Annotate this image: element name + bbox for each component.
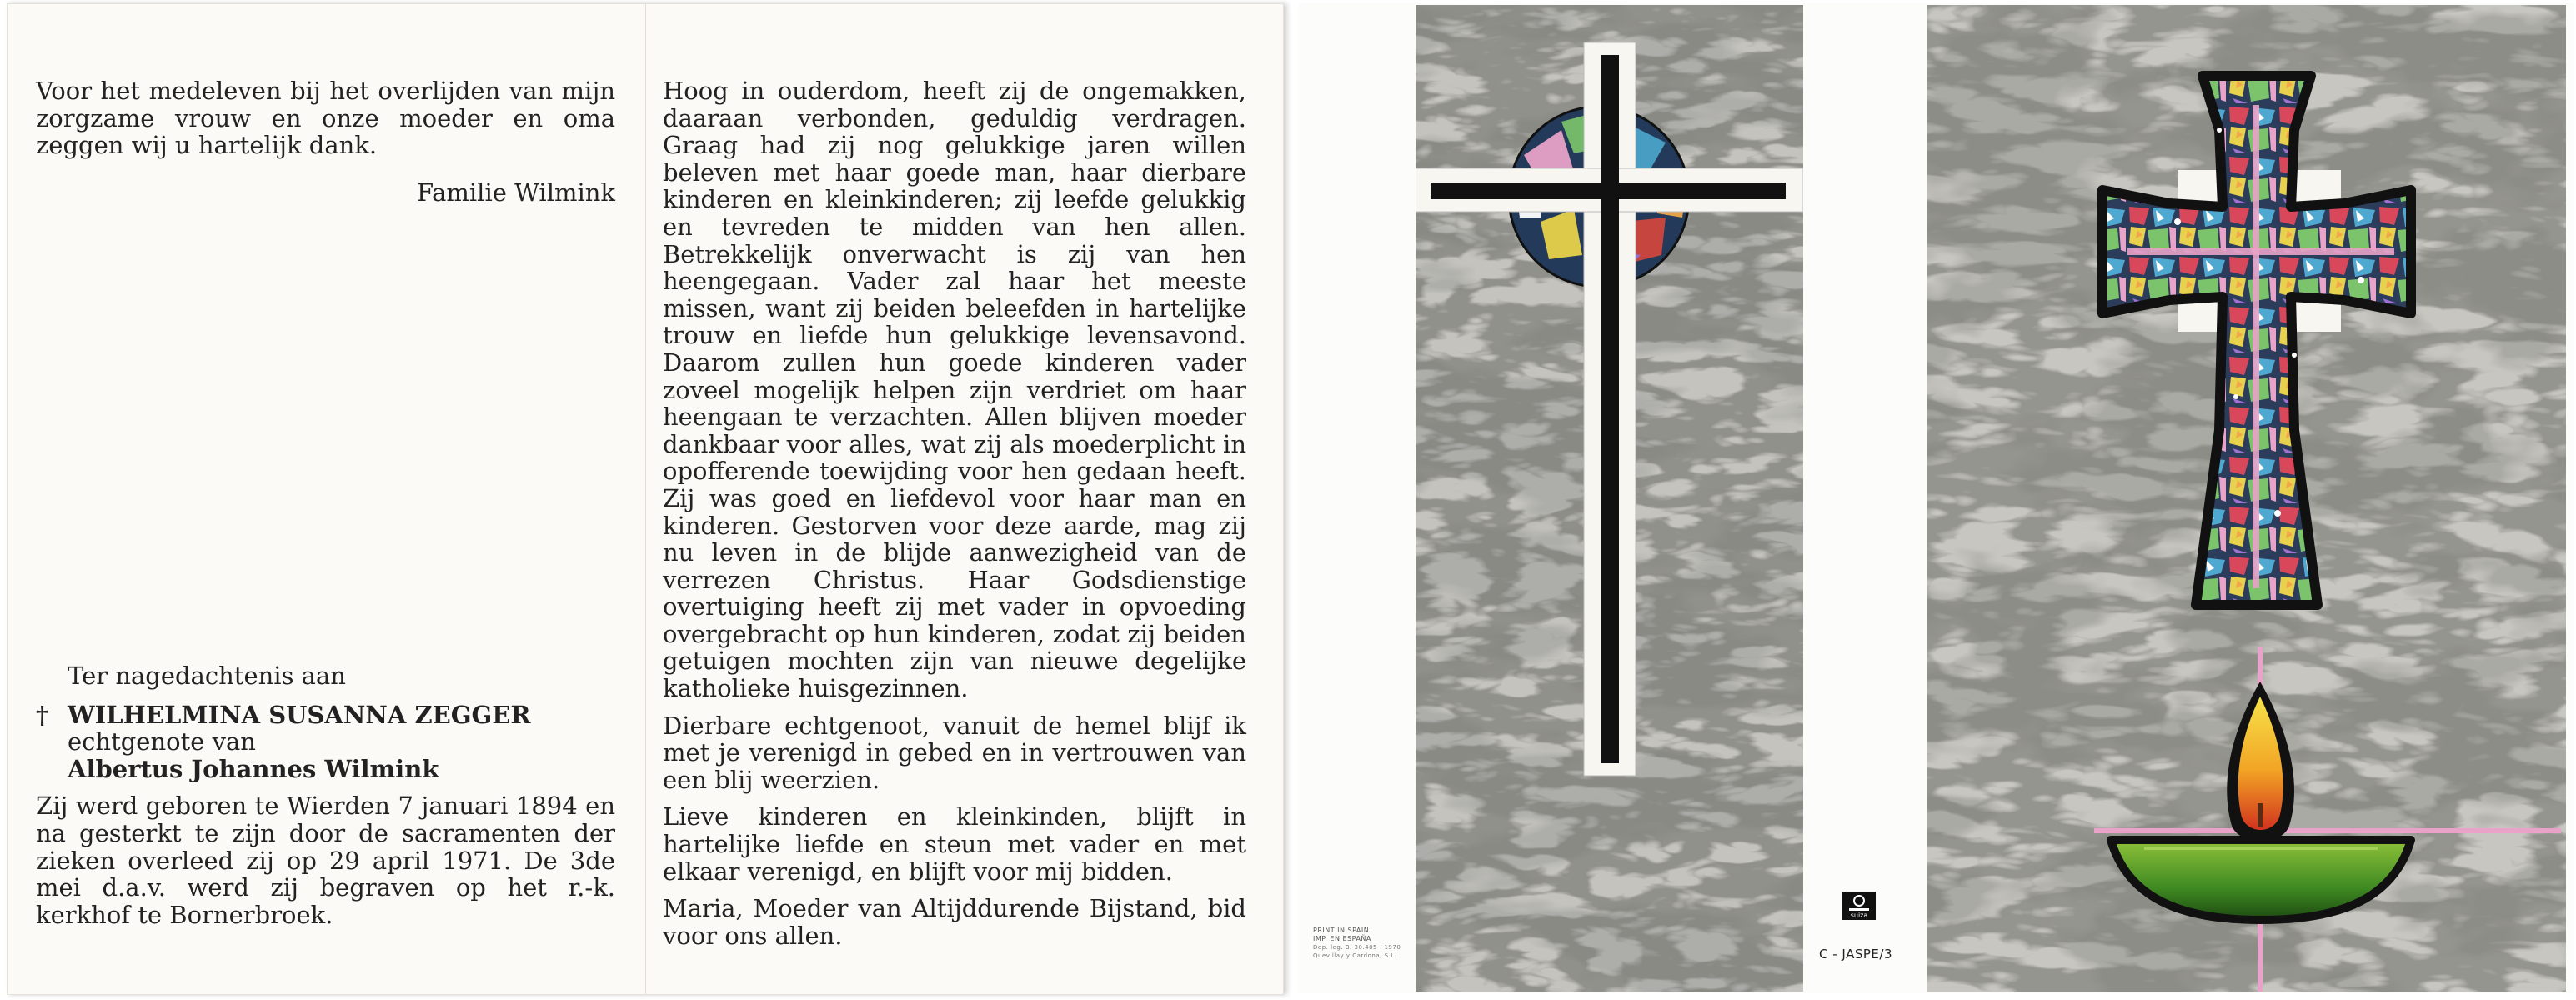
imprint-line-1: PRINT IN SPAIN [1313, 927, 1370, 934]
dagger-icon: † [36, 700, 49, 729]
relation-label: echtgenote van [68, 728, 256, 757]
imprint-line-4: Quevillay y Cardona, S.L. [1313, 952, 1397, 959]
tribute-paragraph-3: Lieve kinderen en kleinkinden, blijft in hartelijke liefde en steun met vader en met elkaar verenigd, en blijft voor mij bidden. [663, 802, 1246, 886]
front-artwork [1927, 5, 2566, 992]
right-page [663, 78, 1246, 949]
printer-imprint [1313, 927, 1401, 960]
publisher-code: C - JASPE/3 [1819, 947, 1892, 962]
marble-panel-right [1927, 5, 2566, 992]
deceased-name-line [36, 702, 615, 729]
prayer: Maria, Moeder van Altijddurende Bijstand, bid voor ons allen. [663, 894, 1246, 950]
thanks-message: Voor het medeleven bij het overlijden van mijn zorgzame vrouw en onze moeder en oma zeggen wij u hartelijk dank. [36, 77, 615, 160]
imprint-line-2: IMP. EN ESPAÑA [1313, 935, 1371, 942]
outer-card [1299, 3, 2574, 993]
publisher-logo-icon [1842, 892, 1876, 920]
publisher-logo-text: suiza [1850, 912, 1868, 919]
deceased-name: WILHELMINA SUSANNA ZEGGER [68, 700, 531, 729]
left-page [36, 78, 615, 206]
spouse-name: Albertus Johannes Wilmink [68, 754, 439, 783]
inner-card [7, 3, 1284, 995]
marble-panel-left [1416, 5, 1803, 992]
cross-icon [1416, 5, 1803, 992]
memorial-intro: Ter nagedachtenis aan [68, 662, 346, 690]
card-fold-line [645, 4, 646, 994]
tribute-paragraph-1: Hoog in ouderdom, heeft zij de ongemakken, daaraan verbonden, geduldig verdragen. Graag had zij nog gelukkige jaren willen beleven met haar goede man, haar dierbare kinderen en kleinkinderen; zij leefde gelukkig en tevreden te midden van hen allen. Betrekkelijk onverwacht is zij van hen heengegaan. Vader zal haar het meeste missen, want zij beiden beleefden in hartelijke trouw en liefde hun gelukkige levensavond. Daarom zullen hun goede kinderen vader zoveel mogelijk helpen zijn verdriet om haar heengaan te verzachten. Allen blijven moeder dankbaar voor alles, wat zij als moederplicht in opofferende toewijding voor hen gedaan heeft. Zij was goed en liefdevol voor haar man en kinderen. Gestorven voor deze aarde, mag zij nu leven in de blijde aanwezigheid van de verrezen Christus. Haar Godsdienstige overtuiging heeft zij met vader in opvoeding overgebracht op hun kinderen, zodat zij beiden getuigen mochten zijn van nieuwe degelijke katholieke huisgezinnen. [663, 77, 1246, 703]
biography: Zij werd geboren te Wierden 7 januari 1894 en na gesterkt te zijn door de sacramenten der zieken overleed zij op 29 april 1971. De 3de mei d.a.v. werd zij begraven op het r.-k. kerkhof te Bornerbroek. [36, 792, 615, 929]
family-signature: Familie Wilmink [416, 178, 615, 207]
memorial-block [36, 662, 615, 928]
tribute-paragraph-2: Dierbare echtgenoot, vanuit de hemel blijf ik met je verenigd in gebed en in vertrouwen van een blij weerzien. [663, 711, 1246, 794]
imprint-line-3: Dep. leg. B. 30.405 - 1970 [1313, 944, 1401, 951]
pink-line-horizontal [2094, 828, 2561, 833]
